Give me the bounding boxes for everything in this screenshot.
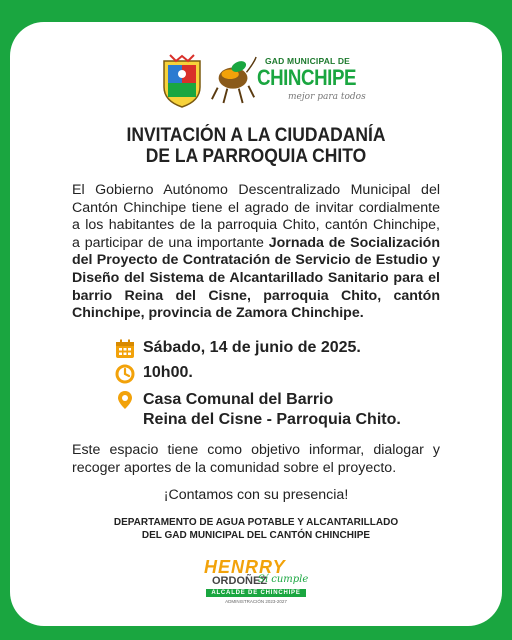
department-signature <box>10 516 502 542</box>
gad-name-text: CHINCHIPE <box>257 65 357 90</box>
brand-name-last: ORDOÑEZ <box>212 575 267 587</box>
event-time-row <box>115 363 435 385</box>
brand-name-first: HENRRY <box>204 557 286 577</box>
calendar-icon <box>115 339 135 359</box>
mayor-brand-logo <box>200 557 320 609</box>
intro-plain-text: El Gobierno Autónomo Descentralizado Municipal del Cantón Chinchipe tiene el agrado de invitar cordialmente a los habitantes de la parroquia Chito, cantón Chinchipe, a participar de una importante <box>72 182 440 251</box>
location-pin-icon <box>115 390 135 410</box>
event-location <box>143 390 401 430</box>
gad-tagline: mejor para todos <box>288 92 366 102</box>
intro-bold-text: Jornada de Socialización del Proyecto de Contratación de Servicio de Estudio y Diseño del Sistema de Alcantarillado Sanitario para el barrio Reina del Cisne, parroquia Chito, cantón Chinchipe, provincia de Zamora Chinchipe. <box>72 234 440 322</box>
brand-role: ALCALDE DE CHINCHIPE <box>206 589 306 597</box>
title-line-1: INVITACIÓN A LA CIUDADANÍA <box>126 125 386 146</box>
event-details <box>115 338 435 433</box>
event-location-line-1: Casa Comunal del Barrio <box>143 391 334 408</box>
title-line-2: DE LA PARROQUIA CHITO <box>145 146 367 167</box>
gad-top-text: GAD MUNICIPAL DE <box>265 56 351 66</box>
thanks-text: ¡Contamos con su presencia! <box>163 487 349 503</box>
outro-paragraph: Este espacio tiene como objetivo informar, dialogar y recoger aportes de la comunidad sobre el proyecto. <box>72 442 440 476</box>
header-logos <box>10 48 502 128</box>
department-line-1: DEPARTAMENTO DE AGUA POTABLE Y ALCANTARILLADO <box>113 517 399 528</box>
event-date-row <box>115 338 435 360</box>
gad-logo <box>210 52 380 114</box>
page-title <box>30 125 483 167</box>
brand-admin: ADMINISTRACIÓN 2023-2027 <box>225 599 287 604</box>
canton-shield-icon <box>160 53 204 109</box>
event-location-row <box>115 389 435 433</box>
brand-slogan: Sí cumple <box>258 574 309 585</box>
intro-paragraph <box>72 182 440 323</box>
event-location-line-2: Reina del Cisne - Parroquia Chito. <box>143 411 401 428</box>
clock-icon <box>115 364 135 384</box>
cacao-beetle-icon <box>210 52 258 108</box>
invitation-card <box>10 22 502 626</box>
event-date: Sábado, 14 de junio de 2025. <box>143 339 361 356</box>
department-line-2: DEL GAD MUNICIPAL DEL CANTÓN CHINCHIPE <box>141 530 371 541</box>
event-time: 10h00. <box>143 364 193 381</box>
